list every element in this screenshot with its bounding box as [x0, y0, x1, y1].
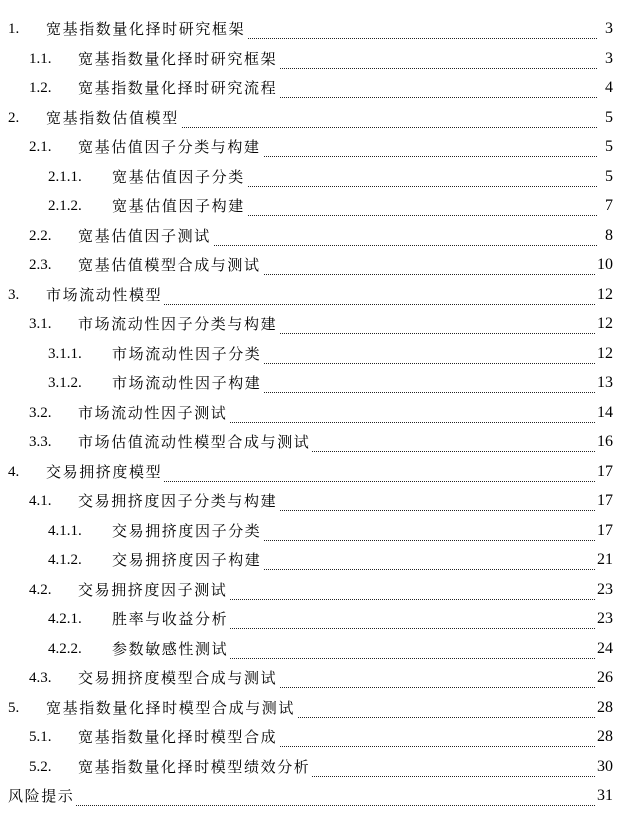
toc-page-number: 17 [597, 521, 613, 539]
toc-entry-title: 胜率与收益分析 [112, 610, 229, 628]
toc-page-number: 3 [605, 20, 613, 37]
toc-page-number: 12 [597, 285, 613, 303]
toc-entry-title: 宽基估值因子分类与构建 [78, 138, 261, 156]
toc-entry-number: 4.2. [29, 581, 52, 598]
toc-entry-title: 宽基指数量化择时研究流程 [78, 79, 278, 97]
toc-entry-number: 4.2.2. [48, 640, 82, 657]
toc-entry-number: 4.1.1. [48, 522, 82, 539]
toc-entry-number: 3. [8, 286, 20, 303]
toc-entry-title: 宽基估值因子构建 [112, 197, 245, 215]
toc-entry-title: 宽基指数量化择时模型合成与测试 [46, 698, 296, 717]
toc-entry[interactable] [0, 753, 621, 782]
toc-entry-title: 交易拥挤度因子测试 [78, 580, 228, 599]
toc-entry-title: 交易拥挤度因子分类 [112, 521, 262, 540]
toc-page-number: 30 [597, 757, 613, 775]
toc-page-number: 7 [605, 197, 613, 214]
toc-page-number: 12 [597, 344, 613, 362]
toc-entry[interactable] [0, 133, 621, 162]
toc-page-number: 16 [597, 433, 613, 450]
toc-entry[interactable] [0, 340, 621, 369]
toc-page-number: 12 [597, 315, 613, 332]
toc-entry-number: 2.3. [29, 257, 52, 273]
toc-entry-number: 1.2. [29, 80, 52, 96]
toc-entry-title: 市场流动性因子分类与构建 [78, 315, 278, 333]
toc-entry-title: 宽基指数估值模型 [46, 108, 179, 127]
toc-page-number: 5 [605, 108, 613, 126]
toc-entry-title: 市场估值流动性模型合成与测试 [78, 433, 311, 451]
toc-entry-number: 4. [8, 463, 20, 480]
toc-page-number: 23 [597, 580, 613, 598]
toc-page-number: 14 [597, 403, 613, 421]
toc-entry-number: 3.2. [29, 404, 52, 421]
toc-entry[interactable] [0, 458, 621, 487]
toc-entry-title: 交易拥挤度因子构建 [112, 551, 262, 569]
toc-entry-number: 5.2. [29, 758, 52, 775]
toc-entry-title: 宽基指数量化择时模型绩效分析 [78, 757, 311, 776]
toc-page-number: 8 [605, 226, 613, 244]
toc-entry-number: 3.3. [29, 434, 52, 450]
toc-entry-number: 4.1. [29, 493, 52, 509]
toc-entry[interactable] [0, 310, 621, 339]
toc-page-number: 28 [597, 728, 613, 745]
toc-page-number: 3 [605, 49, 613, 67]
toc-entry[interactable] [0, 664, 621, 693]
toc-entry-title: 交易拥挤度模型 [46, 462, 163, 481]
toc-entry-number: 3.1. [29, 316, 52, 332]
toc-entry-title: 市场流动性模型 [46, 285, 163, 304]
toc-page-number: 4 [605, 79, 613, 96]
toc-page-number: 23 [597, 610, 613, 627]
toc-entry-number: 1.1. [29, 50, 52, 67]
toc-entry[interactable] [0, 163, 621, 192]
toc-entry[interactable] [0, 251, 621, 280]
toc-entry-number: 2.1.2. [48, 198, 82, 214]
toc-entry[interactable] [0, 369, 621, 398]
toc-entry[interactable] [0, 104, 621, 133]
toc-entry-number: 2.1.1. [48, 168, 82, 185]
toc-entry-title: 市场流动性因子分类 [112, 344, 262, 363]
toc-entry-title: 宽基指数量化择时研究框架 [78, 49, 278, 68]
toc-entry[interactable] [0, 605, 621, 634]
toc-page-number: 13 [597, 374, 613, 391]
toc-entry[interactable] [0, 399, 621, 428]
toc-entry-number: 2. [8, 109, 20, 126]
toc-entry[interactable] [0, 192, 621, 221]
toc-entry-title: 宽基估值因子分类 [112, 167, 245, 186]
toc-page-number: 17 [597, 462, 613, 480]
toc-entry[interactable] [0, 517, 621, 546]
toc-entry-title: 交易拥挤度模型合成与测试 [78, 669, 278, 687]
toc-entry[interactable] [0, 723, 621, 752]
toc-page-number: 5 [605, 167, 613, 185]
toc-entry[interactable] [0, 635, 621, 664]
toc-entry[interactable] [0, 45, 621, 74]
toc-entry-number: 1. [8, 21, 20, 37]
toc-entry-title: 宽基估值因子测试 [78, 226, 211, 245]
toc-entry-title: 交易拥挤度因子分类与构建 [78, 492, 278, 510]
toc-page-number: 17 [597, 492, 613, 509]
toc-entry-title: 宽基估值模型合成与测试 [78, 256, 261, 274]
toc-entry-number: 4.3. [29, 670, 52, 686]
toc-entry-title: 宽基指数量化择时研究框架 [46, 20, 246, 38]
toc-entry-number: 5. [8, 699, 20, 716]
toc-entry-number: 4.1.2. [48, 552, 82, 568]
toc-entry[interactable] [0, 15, 621, 44]
toc-entry[interactable] [0, 74, 621, 103]
toc-entry[interactable] [0, 487, 621, 516]
toc-entry-title: 市场流动性因子测试 [78, 403, 228, 422]
toc-page-number: 5 [605, 138, 613, 155]
toc-page-number: 31 [597, 787, 613, 804]
toc-page-number: 21 [597, 551, 613, 568]
toc-entry[interactable] [0, 576, 621, 605]
toc-entry-number: 4.2.1. [48, 611, 82, 627]
toc-entry-title: 风险提示 [8, 787, 75, 805]
toc-page-number: 26 [597, 669, 613, 686]
toc-entry[interactable] [0, 281, 621, 310]
toc-entry-number: 2.2. [29, 227, 52, 244]
toc-page-number: 28 [597, 698, 613, 716]
toc-entry-title: 市场流动性因子构建 [112, 374, 262, 392]
toc-page-number: 24 [597, 639, 613, 657]
toc-entry[interactable] [0, 782, 621, 811]
toc-entry[interactable] [0, 694, 621, 723]
toc-entry-number: 2.1. [29, 139, 52, 155]
toc-page-number: 10 [597, 256, 613, 273]
toc-entry-title: 参数敏感性测试 [112, 639, 229, 658]
toc-dot-leader [8, 805, 597, 806]
toc-entry[interactable] [0, 428, 621, 457]
toc-entry[interactable] [0, 222, 621, 251]
toc-entry-title: 宽基指数量化择时模型合成 [78, 728, 278, 746]
toc-entry-number: 5.1. [29, 729, 52, 745]
toc-entry[interactable] [0, 546, 621, 575]
toc-entry-number: 3.1.1. [48, 345, 82, 362]
toc-entry-number: 3.1.2. [48, 375, 82, 391]
